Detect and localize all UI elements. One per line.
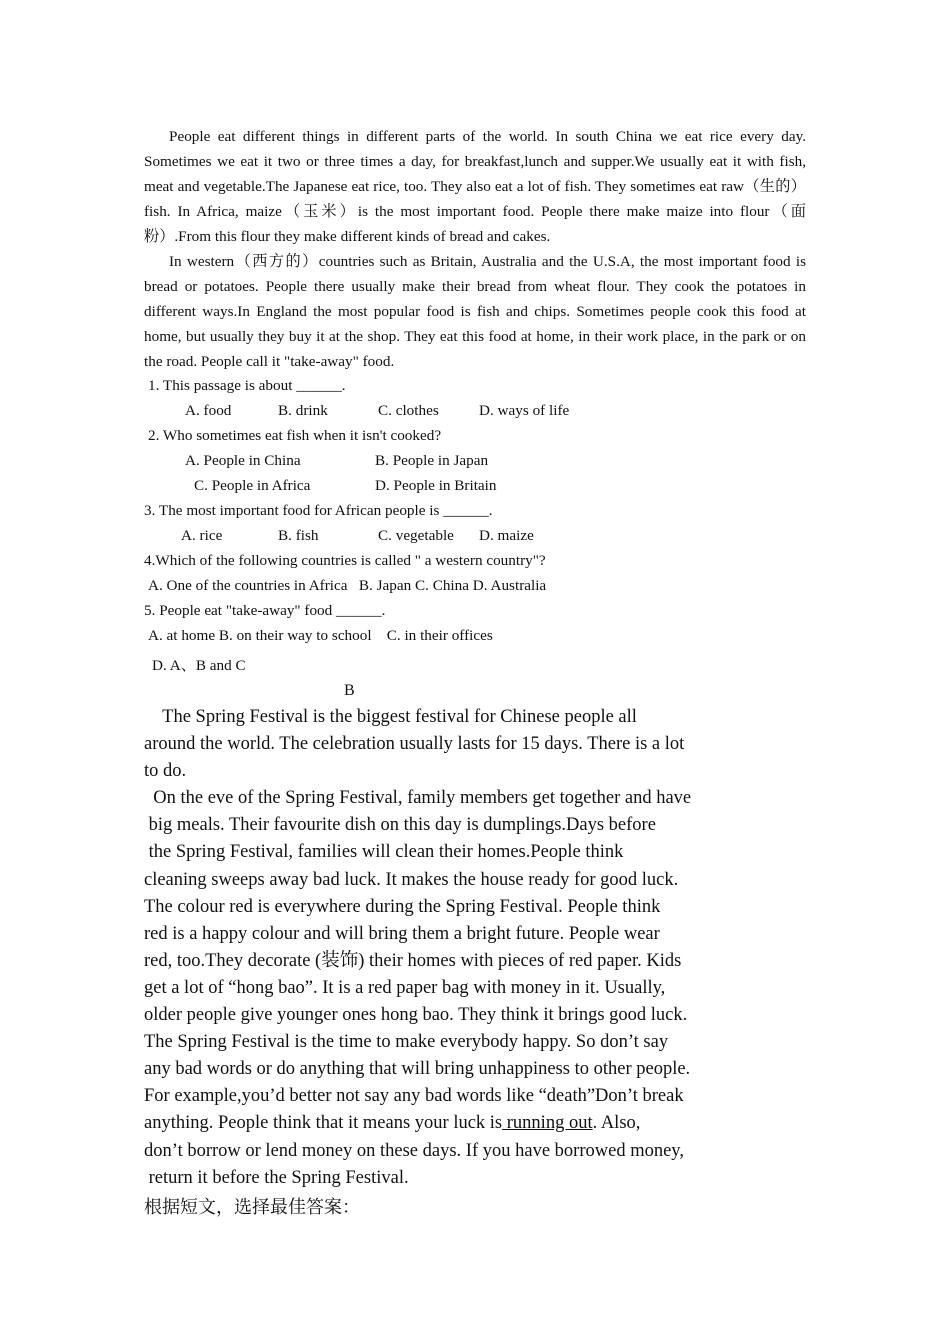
question-5: 5. People eat "take-away" food ______. [144, 602, 386, 619]
instruction-text: 根据短文，选择最佳答案： [144, 1197, 360, 1217]
passage-b-line: the Spring Festival, families will clean their homes.People think [144, 842, 624, 863]
passage-b-title: B [344, 682, 355, 699]
passage-b-line: to do. [144, 761, 187, 782]
q5-options: A. at home B. on their way to school C. in their offices [148, 627, 493, 644]
q2-option-a: A. People in China [185, 452, 301, 469]
q1-option-d: D. ways of life [479, 402, 570, 419]
line-text: . Also, [592, 1113, 641, 1134]
passage-a-paragraph-2: In western（西方的）countries such as Britain, Australia and the U.S.A, the most important food is bread or potatoes. People there usually make their bread from wheat flour. They cook the potatoes in different ways.In England the most popular food is fish and chips. Sometimes people cook this food at home, but usually they buy it at the shop. They eat this food at home, in their work place, in the park or on the road. People call it "take-away" food. [144, 253, 806, 370]
passage-b-line: The colour red is everywhere during the Spring Festival. People think [144, 896, 661, 917]
q1-option-b: B. drink [278, 402, 328, 419]
passage-b-line: get a lot of “hong bao”. It is a red paper bag with money in it. Usually, [144, 977, 666, 998]
q3-option-c: C. vegetable [378, 527, 454, 544]
passage-b-line: around the world. The celebration usually lasts for 15 days. There is a lot [144, 734, 685, 755]
question-1: 1. This passage is about ______. [148, 377, 346, 394]
question-3: 3. The most important food for African people is ______. [144, 502, 493, 519]
passage-b-line: older people give younger ones hong bao. They think it brings good luck. [144, 1005, 688, 1026]
passage-b-line: On the eve of the Spring Festival, family members get together and have [144, 788, 692, 809]
passage-b-line [144, 1110, 724, 1137]
q2-option-b: B. People in Japan [375, 452, 489, 469]
q5-option-d: D. A、B and C [152, 657, 246, 674]
q1-option-a: A. food [185, 402, 232, 419]
passage-b-line: cleaning sweeps away bad luck. It makes the house ready for good luck. [144, 869, 679, 890]
underlined-phrase: running out [502, 1113, 593, 1134]
passage-b-line: any bad words or do anything that will bring unhappiness to other people. [144, 1059, 691, 1080]
question-2: 2. Who sometimes eat fish when it isn't cooked? [148, 427, 442, 444]
passage-a [144, 124, 806, 374]
q3-option-a: A. rice [181, 527, 223, 544]
passage-b-line: red is a happy colour and will bring them a bright future. People wear [144, 923, 660, 944]
passage-b-line: For example,you’d better not say any bad words like “death”Don’t break [144, 1086, 684, 1107]
q3-option-d: D. maize [479, 527, 534, 544]
q2-option-d: D. People in Britain [375, 477, 497, 494]
q1-option-c: C. clothes [378, 402, 439, 419]
q2-option-c: C. People in Africa [194, 477, 311, 494]
passage-b-line: big meals. Their favourite dish on this day is dumplings.Days before [144, 815, 656, 836]
passage-a-paragraph-1: People eat different things in different parts of the world. In south China we eat rice every day. Sometimes we eat it two or three times a day, for breakfast,lunch and supper.We usually eat it with fish, meat and vegetable.The Japanese eat rice, too. They also eat a lot of fish. They sometimes eat raw（生的）fish. In Africa, maize（玉米）is the most important food. People there make maize into flour（面粉）.From this flour they make different kinds of bread and cakes. [144, 128, 806, 245]
passage-b-line: The Spring Festival is the biggest festival for Chinese people all [144, 707, 637, 727]
line-text: anything. People think that it means your luck is [144, 1113, 503, 1134]
passage-b-line: red, too.They decorate (装饰) their homes with pieces of red paper. Kids [144, 950, 682, 971]
q4-options: A. One of the countries in Africa B. Japan C. China D. Australia [148, 577, 547, 594]
passage-b [144, 704, 724, 1192]
q3-option-b: B. fish [278, 527, 319, 544]
passage-b-line: don’t borrow or lend money on these days. If you have borrowed money, [144, 1140, 684, 1161]
passage-b-line: return it before the Spring Festival. [144, 1167, 409, 1188]
question-4: 4.Which of the following countries is called " a western country"? [144, 552, 546, 569]
passage-b-line: The Spring Festival is the time to make everybody happy. So don’t say [144, 1032, 669, 1053]
